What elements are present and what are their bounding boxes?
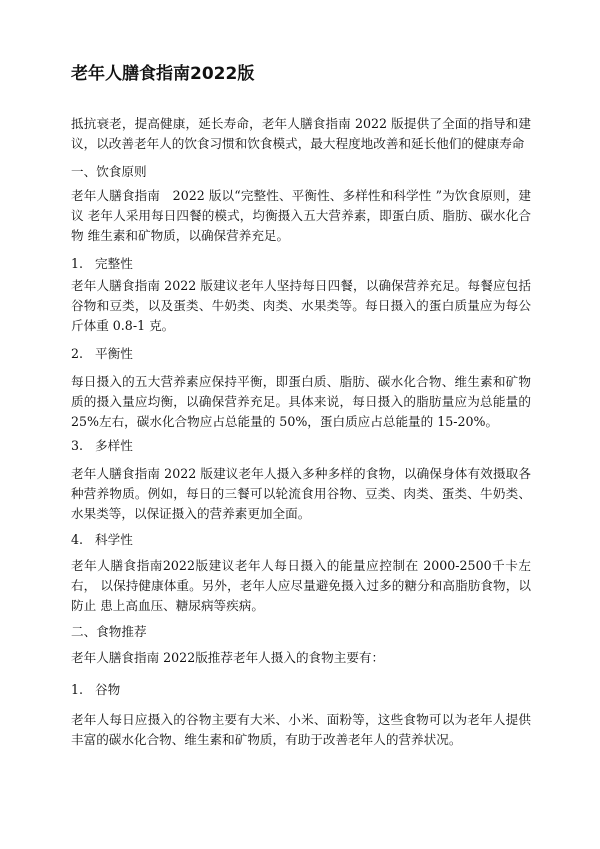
subheading-scientific <box>71 530 133 550</box>
subheading-grains <box>71 680 120 700</box>
scientific-paragraph: 老年人膳食指南2022版建议老年人每日摄入的能量应控制在 2000-2500千卡左右， 以保持健康体重。另外，老年人应尽量避免摄入过多的糖分和高脂肪食物，以防止 患上高血压、糖尿病等疾病。 <box>71 558 531 613</box>
subheading-label: 完整性 <box>95 256 133 271</box>
subheading-diversity <box>71 436 133 456</box>
completeness-paragraph: 老年人膳食指南 2022 版建议老年人坚持每日四餐，以确保营养充足。每餐应包括 谷物和豆类，以及蛋类、牛奶类、肉类、水果类等。每日摄入的蛋白质量应为每公 斤体重 0.8-1 克。 <box>71 278 544 333</box>
subheading-number: 1. <box>71 682 84 697</box>
section-heading-diet-principles: 一、饮食原则 <box>71 164 147 179</box>
subheading-label: 平衡性 <box>95 346 133 361</box>
section-heading-food-recommendations: 二、食物推荐 <box>71 624 147 639</box>
subheading-completeness <box>71 254 133 274</box>
subheading-number: 1. <box>71 256 84 271</box>
subheading-number: 2. <box>71 346 84 361</box>
subheading-label: 谷物 <box>95 682 121 697</box>
subheading-balance <box>71 344 133 364</box>
subheading-number: 3. <box>71 438 84 453</box>
food-recommendations-intro: 老年人膳食指南 2022版推荐老年人摄入的食物主要有： <box>71 650 385 665</box>
diversity-paragraph: 老年人膳食指南 2022 版建议老年人摄入多种多样的食物，以确保身体有效摄取各 种营养物质。例如，每日的三餐可以轮流食用谷物、豆类、肉类、蛋类、牛奶类、 水果类等，以保证摄入的营养素更加全面。 <box>71 466 531 521</box>
intro-paragraph: 抵抗衰老，提高健康，延长寿命，老年人膳食指南 2022 版提供了全面的指导和建 议，以改善老年人的饮食习惯和饮食模式，最大程度地改善和延长他们的健康寿命 <box>71 116 531 151</box>
subheading-number: 4. <box>71 532 84 547</box>
diet-principles-paragraph: 老年人膳食指南 2022 版以“完整性、平衡性、多样性和科学性 ”为饮食原则，建议 老年人采用每日四餐的模式，均衡摄入五大营养素，即蛋白质、脂肪、碳水化合物 维生素和矿物质，以确保营养充足。 <box>71 188 531 243</box>
page-title: 老年人膳食指南2022版 <box>71 64 255 84</box>
subheading-label: 科学性 <box>95 532 133 547</box>
subheading-label: 多样性 <box>95 438 133 453</box>
grains-paragraph: 老年人每日应摄入的谷物主要有大米、小米、面粉等，这些食物可以为老年人提供 丰富的碳水化合物、维生素和矿物质，有助于改善老年人的营养状况。 <box>71 712 531 747</box>
balance-paragraph: 每日摄入的五大营养素应保持平衡，即蛋白质、脂肪、碳水化合物、维生素和矿物 质的摄入量应均衡，以确保营养充足。具体来说，每日摄入的脂肪量应为总能量的 25%左右，碳水化合物应占总能量的 50%，蛋白质应占总能量的 15-20%。 <box>71 374 531 429</box>
